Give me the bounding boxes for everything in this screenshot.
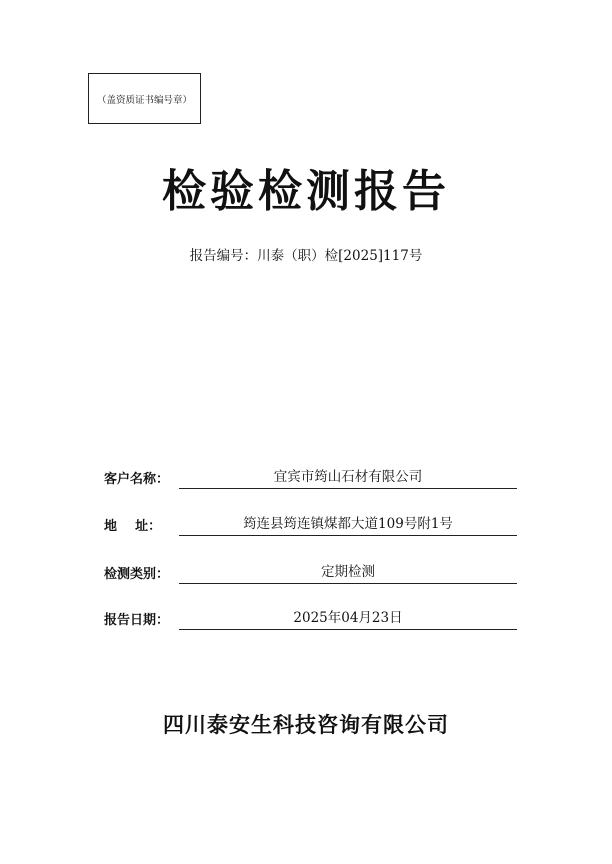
issuing-company: 四川泰安生科技咨询有限公司 (163, 713, 449, 737)
report-number: 报告编号：川泰（职）检[2025]117号 (189, 248, 423, 264)
report-date-value: 2025年04月23日 (179, 606, 517, 630)
address-value: 筠连县筠连镇煤都大道109号附1号 (179, 512, 517, 536)
client-name-row (104, 465, 517, 489)
stamp-placeholder-box (88, 73, 201, 124)
client-name-label: 客户名称： (104, 472, 170, 487)
client-name-value: 宜宾市筠山石材有限公司 (179, 465, 517, 489)
inspection-type-label: 检测类别： (104, 567, 170, 582)
inspection-type-value: 定期检测 (179, 560, 517, 584)
address-label: 地 址： (104, 519, 162, 534)
address-row (104, 512, 517, 536)
stamp-note: （盖资质证书编号章） (96, 94, 192, 106)
page-title: 检验检测报告 (162, 166, 450, 217)
inspection-type-row (104, 560, 517, 584)
report-date-row (104, 606, 517, 630)
report-date-label: 报告日期： (104, 613, 170, 628)
